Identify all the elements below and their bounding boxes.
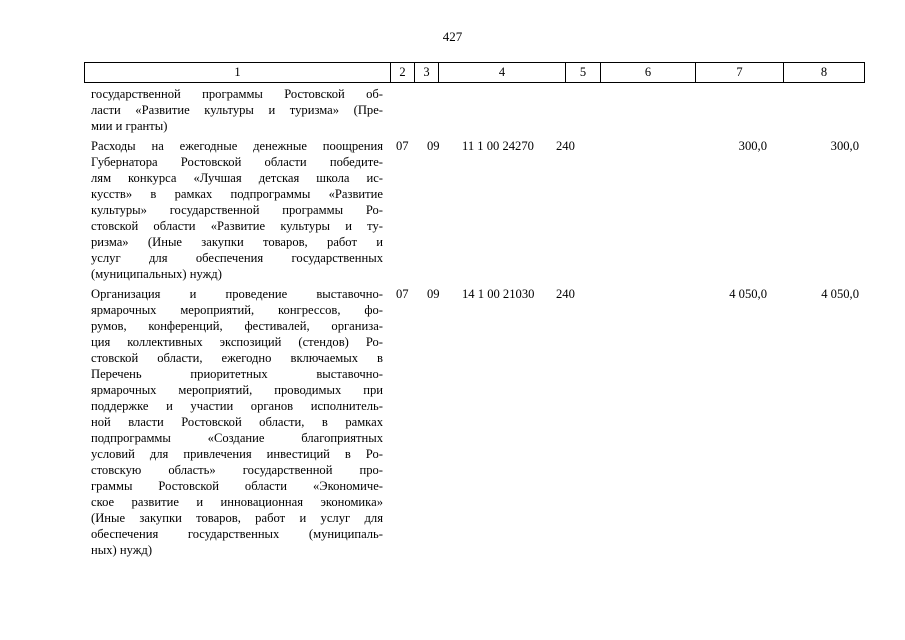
- row-description: [91, 86, 383, 134]
- expense-type-value: 240: [556, 139, 575, 153]
- column-header-2: 2: [391, 63, 415, 82]
- row-description: [91, 286, 383, 558]
- description-line: стовской области «Развитие культуры и ту-: [91, 219, 383, 233]
- description-line: культуры» государственной программы Ро-: [91, 203, 383, 217]
- column-header-6: 6: [601, 63, 696, 82]
- description-line: ярмарочных мероприятий, проводимых при: [91, 383, 383, 397]
- description-line: ных) нужд): [91, 543, 153, 557]
- description-line: лям конкурса «Лучшая детская школа ис-: [91, 171, 383, 185]
- description-line: подпрограммы «Создание благоприятных: [91, 431, 383, 445]
- description-line: обеспечения государственных (муниципаль-: [91, 527, 383, 541]
- column-header-5: 5: [566, 63, 601, 82]
- description-line: граммы Ростовской области «Экономиче-: [91, 479, 383, 493]
- description-line: (муниципальных) нужд): [91, 267, 222, 281]
- description-line: стовской области, ежегодно включаемых в: [91, 351, 383, 365]
- razdel-value: 07: [396, 287, 409, 301]
- column-header-8: 8: [820, 65, 828, 79]
- row-description: [91, 138, 383, 282]
- podrazdel-value: 09: [427, 287, 440, 301]
- description-line: Организация и проведение выставочно-: [91, 287, 383, 301]
- description-line: Перечень приоритетных выставочно-: [91, 367, 383, 381]
- description-line: Расходы на ежегодные денежные поощрения: [91, 139, 383, 153]
- column-header-3: 3: [415, 63, 439, 82]
- column-number-header: [84, 62, 865, 83]
- amount-col8: 300,0: [830, 139, 859, 153]
- description-line: поддержке и участии органов исполнитель-: [91, 399, 383, 413]
- description-line: мии и гранты): [91, 119, 168, 133]
- column-header-7: 7: [696, 63, 784, 82]
- description-line: стовскую область» государственной про-: [91, 463, 383, 477]
- amount-col8: 4 050,0: [821, 287, 859, 301]
- razdel-value: 07: [396, 139, 409, 153]
- description-line: румов, конференций, фестивалей, организа-: [91, 319, 383, 333]
- description-line: ной власти Ростовской области, в рамках: [91, 415, 383, 429]
- amount-col7: 300,0: [738, 139, 767, 153]
- description-line: условий для привлечения инвестиций в Ро-: [91, 447, 383, 461]
- description-line: Губернатора Ростовской области победите-: [91, 155, 383, 169]
- page-number: 427: [442, 29, 463, 44]
- target-article-value: 11 1 00 24270: [462, 139, 534, 153]
- column-header-1: 1: [85, 63, 391, 82]
- amount-col7: 4 050,0: [729, 287, 767, 301]
- description-line: ция коллективных экспозиций (стендов) Ро-: [91, 335, 383, 349]
- description-line: ризма» (Иные закупки товаров, работ и: [91, 235, 383, 249]
- target-article-value: 14 1 00 21030: [462, 287, 535, 301]
- expense-type-value: 240: [556, 287, 575, 301]
- description-line: услуг для обеспечения государственных: [91, 251, 383, 265]
- description-line: (Иные закупки товаров, работ и услуг для: [91, 511, 383, 525]
- column-header-4: 4: [439, 63, 566, 82]
- description-line: государственной программы Ростовской об-: [91, 87, 383, 101]
- description-line: кусств» в рамках подпрограммы «Развитие: [91, 187, 383, 201]
- description-line: ское развитие и инновационная экономика»: [91, 495, 383, 509]
- description-line: ласти «Развитие культуры и туризма» (Пре-: [91, 103, 383, 117]
- podrazdel-value: 09: [427, 139, 440, 153]
- description-line: ярмарочных мероприятий, конгрессов, фо-: [91, 303, 383, 317]
